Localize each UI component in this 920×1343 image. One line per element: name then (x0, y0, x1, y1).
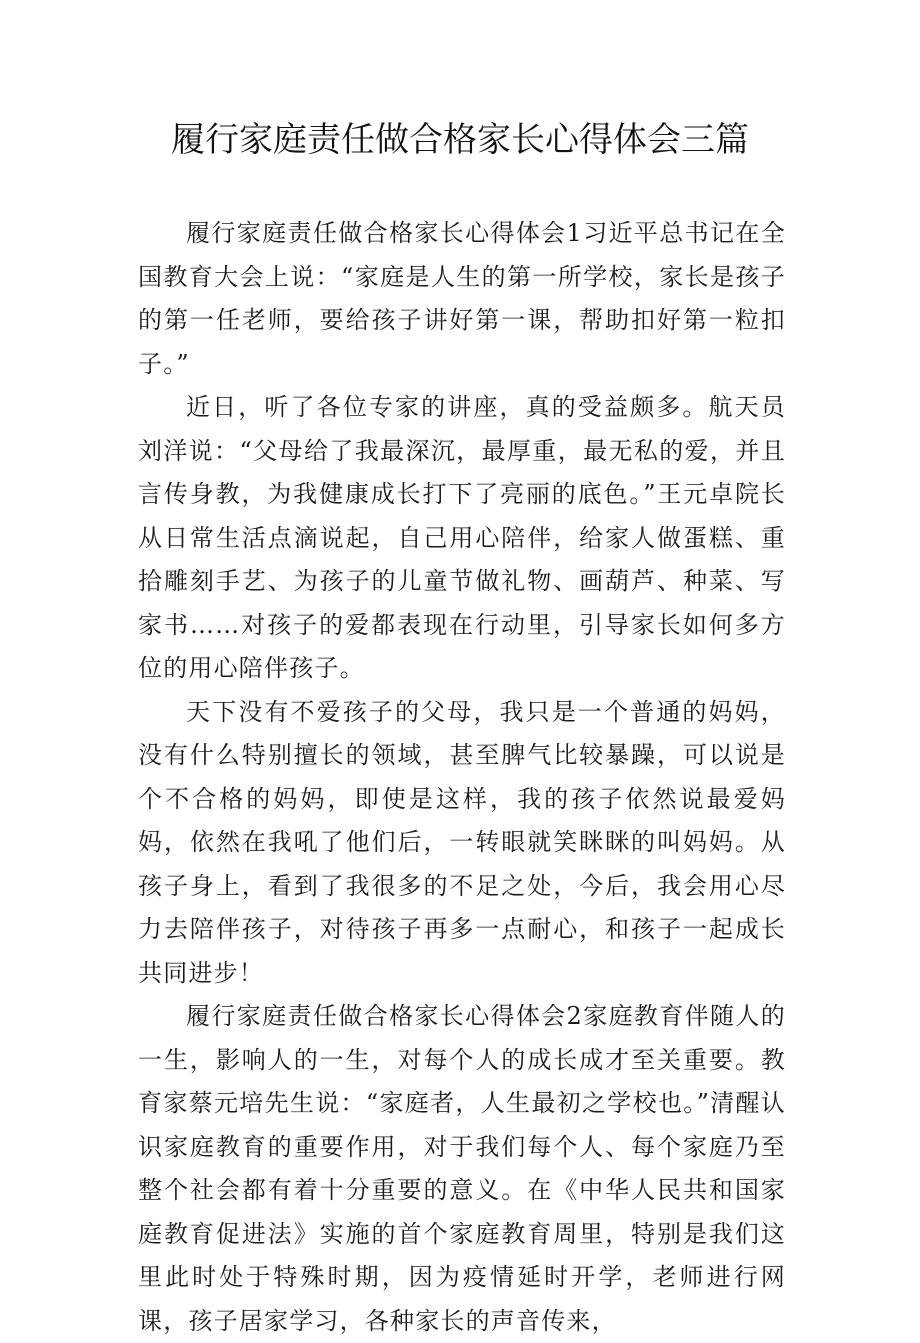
paragraph: 履行家庭责任做合格家长心得体会1习近平总书记在全国教育大会上说：“家庭是人生的第一所学校，家长是孩子的第一任老师，要给孩子讲好第一课，帮助扣好第一粒扣子。” (138, 219, 786, 378)
paragraph: 近日，听了各位专家的讲座，真的受益颇多。航天员刘洋说：“父母给了我最深沉，最厚重，最无私的爱，并且言传身教，为我健康成长打下了亮丽的底色。”王元卓院长从日常生活点滴说起，自己用心陪伴，给家人做蛋糕、重拾雕刻手艺、为孩子的儿童节做礼物、画葫芦、种菜、写家书……对孩子的爱都表现在行动里，引导家长如何多方位的用心陪伴孩子。 (138, 393, 786, 682)
paragraph: 天下没有不爱孩子的父母，我只是一个普通的妈妈，没有什么特别擅长的领域，甚至脾气比较暴躁，可以说是个不合格的妈妈，即使是这样，我的孩子依然说最爱妈妈，依然在我吼了他们后，一转眼就笑眯眯的叫妈妈。从孩子身上，看到了我很多的不足之处，今后，我会用心尽力去陪伴孩子，对待孩子再多一点耐心，和孩子一起成长共同进步！ (138, 697, 786, 987)
document-title: 履行家庭责任做合格家长心得体会三篇 (171, 120, 749, 160)
paragraph: 履行家庭责任做合格家长心得体会2家庭教育伴随人的一生，影响人的一生，对每个人的成长成才至关重要。教育家蔡元培先生说：“家庭者，人生最初之学校也。”清醒认识家庭教育的重要作用，对于我们每个人、每个家庭乃至整个社会都有着十分重要的意义。在《中华人民共和国家庭教育促进法》实施的首个家庭教育周里，特别是我们这里此时处于特殊时期，因为疫情延时开学，老师进行网课，孩子居家学习，各种家长的声音传来， (138, 1002, 786, 1335)
document-body (138, 212, 786, 1343)
